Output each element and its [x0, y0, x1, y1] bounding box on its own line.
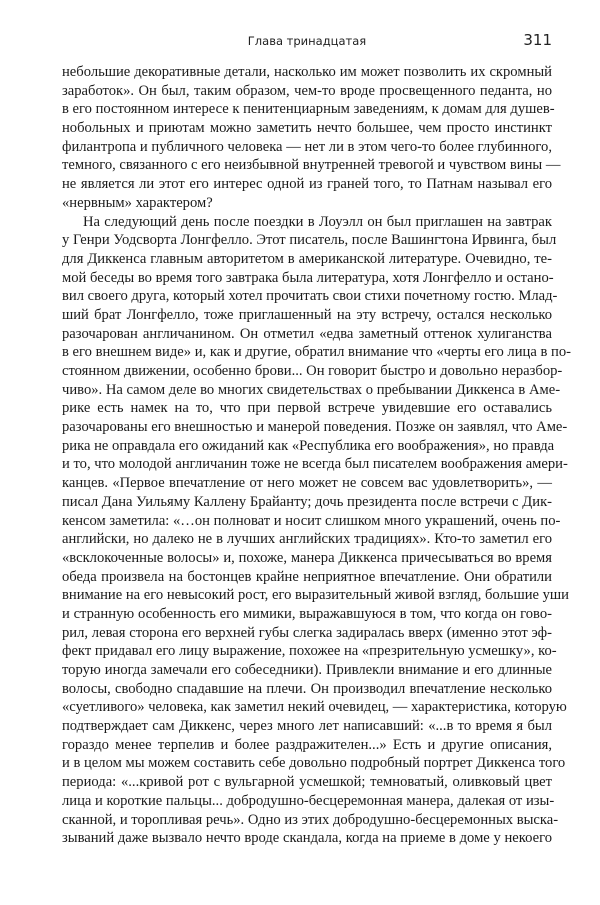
text-line: разочарованы его внешностью и манерой поведения. Позже он заявлял, что Аме- [62, 419, 568, 436]
text-line: торую иногда замечали его собеседники). Привлекли внимание и его длинные [62, 662, 552, 678]
text-line: фект придавал его лицу выражение, похожее на «презрительную усмешку», ко- [62, 643, 557, 660]
text-line: лица и короткие пальцы... добродушно-бесцеремонная манера, далекая от изы- [62, 792, 555, 809]
text-line: кенсом заметила: «…он полноват и носит слишком много украшений, очень по- [62, 512, 561, 529]
text-line: «всклокоченные волосы» и, похоже, манера Диккенса причесываться во время [62, 549, 552, 566]
text-line: заработок». Он был, таким образом, чем-то вроде просвещенного педанта, но [62, 82, 552, 99]
text-line: чиво». На самом деле во многих свидетельствах о пребывании Диккенса в Аме- [62, 381, 561, 398]
text-line: канцев. «Первое впечатление от него может не совсем вас удовлетворить», — [62, 475, 552, 492]
text-line: мой беседы во время того завтрака была литература, хотя Лонгфелло и остано- [62, 269, 554, 286]
text-line: английски, но далеко не в лучших английских традициях». Кто-то заметил его [62, 531, 552, 548]
text-line: сканной, и торопливая речь». Одно из этих добродушно-бесцеремонных выска- [62, 811, 559, 828]
text-line: периода: «...кривой рот с вульгарной усмешкой; темноватый, оливковый цвет [62, 774, 552, 791]
text-line: разочарован англичанином. Он отметил «едва заметный оттенок хулиганства [62, 325, 552, 342]
text-line: не является ли этот его интерес одной из граней того, то Патнам называл его [62, 176, 552, 193]
text-line: писал Дана Уильяму Каллену Брайанту; дочь президента после встречи с Дик- [62, 493, 553, 510]
text-line: рил, левая сторона его верхней губы слегка задиралась вверх (именно этот эф- [62, 624, 552, 641]
text-line: и в целом мы можем составить себе довольно подробный портрет Диккенса того [62, 755, 566, 772]
text-line: обеда произвела на бостонцев крайне неприятное впечатление. Они обратили [62, 568, 552, 585]
text-line: и то, что молодой англичанин тоже не всегда был писателем воображения амери- [62, 456, 568, 473]
text-line: «суетливого» человека, как заметил некий очевидец, — характеристика, которую [62, 699, 567, 716]
text-line: На следующий день после поездки в Лоуэлл он был приглашен на завтрак [83, 213, 552, 230]
text-line: вил своего друга, который хотел прочитать свои стихи почетному гостю. Млад- [62, 288, 558, 305]
body-text [62, 63, 571, 848]
text-line: рике есть намек на то, что при первой встрече увидевшие его оставались [62, 400, 552, 417]
text-line: «нервным» характером? [62, 194, 213, 211]
page-number: 311 [523, 31, 552, 49]
chapter-title: Глава тринадцатая [247, 34, 367, 48]
text-line: гораздо менее терпелив и более раздражителен...» Есть и другие описания, [62, 736, 552, 753]
text-line: для Диккенса главным авторитетом в американской литературе. Очевидно, те- [62, 250, 552, 267]
text-line: небольшие декоративные детали, насколько им может позволить их скромный [62, 64, 552, 80]
text-line: стоянном движении, особенно брови... Он говорит быстро и довольно неразбор- [62, 363, 563, 379]
text-line: темного, связанного с его неизбывной внутренней тревогой и чувством вины — [62, 157, 561, 174]
text-line: у Генри Уодсворта Лонгфелло. Этот писатель, после Вашингтона Ирвинга, был [62, 232, 557, 249]
text-line: в его внешнем виде» и, как и другие, обратил внимание что «черты его лица в по- [62, 344, 571, 361]
text-line: филантропа и публичного человека — нет ли в этом чего-то более глубинного, [62, 138, 552, 155]
text-line: в его постоянном интересе к пенитенциарным заведениям, к домам для душев- [62, 101, 555, 118]
text-line: и странную особенность его мимики, выражавшуюся в том, что когда он гово- [62, 605, 552, 622]
text-line: рика не оправдала его ожиданий как «Республика его воображения», но правда [62, 437, 555, 454]
text-line: подтверждает сам Диккенс, через много лет написавший: «...в то время я был [62, 718, 552, 735]
text-line: волосы, свободно спадавшие на плечи. Он производил впечатление несколько [62, 680, 552, 697]
text-line: зываний даже вызвало нечто вроде скандала, когда на приеме в доме у некоего [62, 830, 552, 847]
text-line: ший брат Лонгфелло, тоже приглашенный на эту встречу, остался несколько [62, 306, 552, 323]
text-line: нобольных и приютам можно заметить нечто большее, чем просто инстинкт [62, 120, 552, 137]
text-line: внимание на его невысокий рост, его выразительный живой взгляд, большие уши [62, 587, 569, 604]
running-header [62, 31, 552, 53]
